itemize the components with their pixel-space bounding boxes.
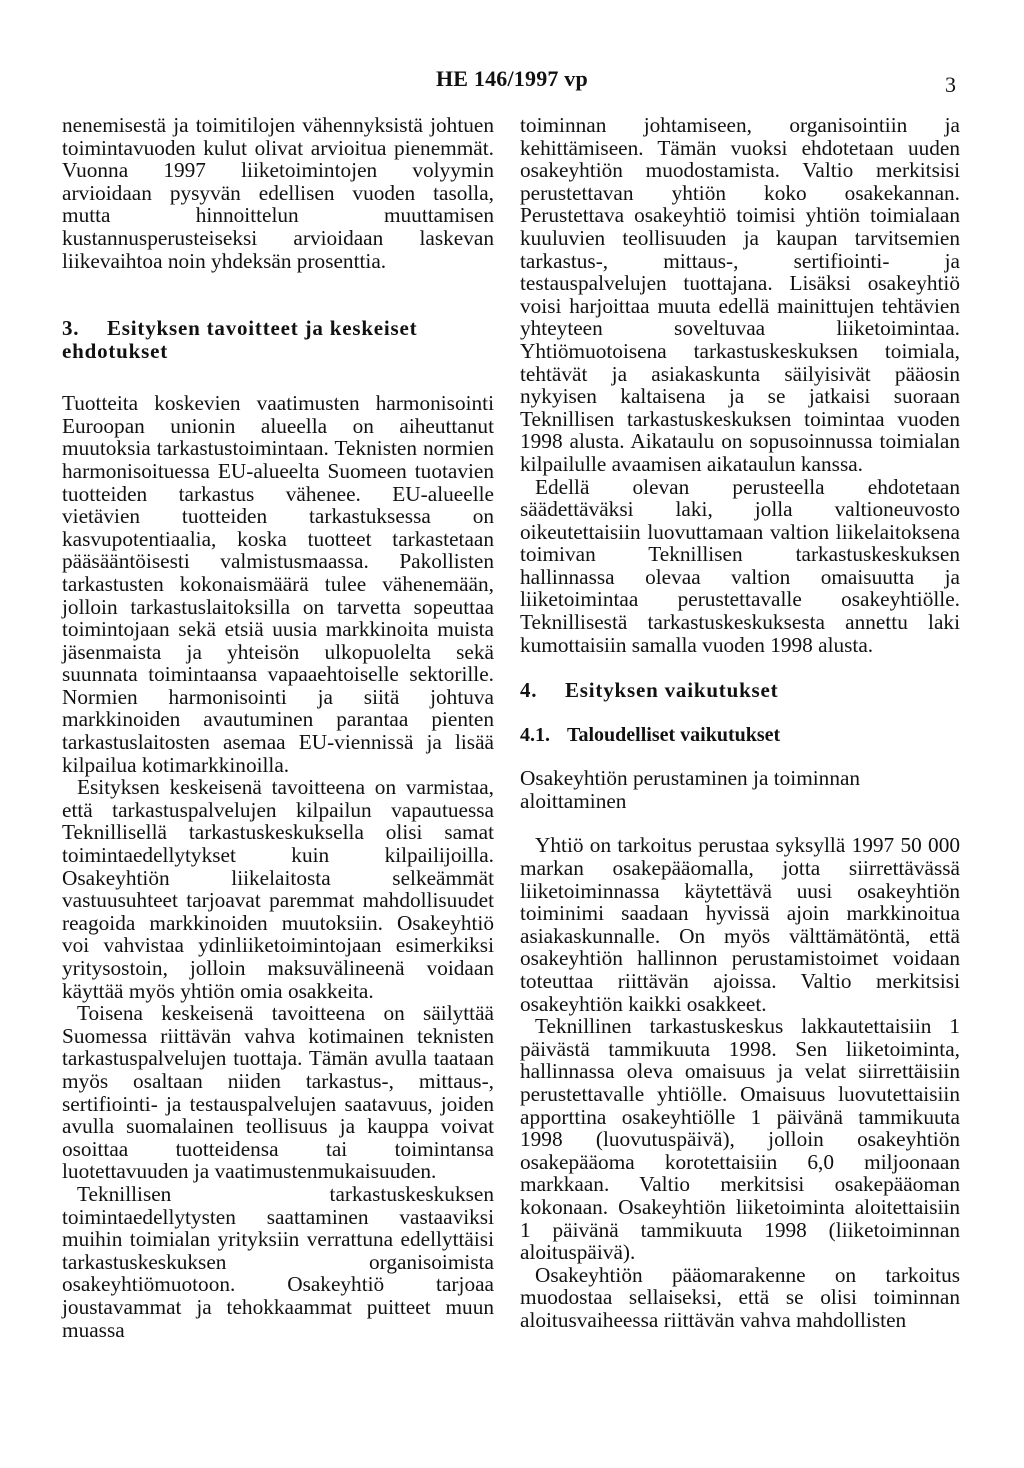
paragraph: Esityksen keskeisenä tavoitteena on varmistaa, että tarkastuspalvelujen kilpailun vapautuessa Teknillisellä tarkastuskeskuksella olisi samat toimintaedellytykset kuin kilpailijoilla. Osakeyhtiön liikelaitosta selkeämmät vastuusuhteet tarjoavat paremmat mahdollisuudet reagoida markkinoiden muutoksiin. Osakeyhtiö voi vahvistaa ydinliiketoimintojaan esimerkiksi yritysostoin, jolloin maksuvälineenä voidaan käyttää myös yhtiön omia osakkeita.	[62, 775, 494, 1003]
paragraph: Toisena keskeisenä tavoitteena on säilyttää Suomessa riittävän vahva kotimainen teknisten tarkastuspalvelujen tuottaja. Tämän avulla taataan myös osaltaan niiden tarkastus-, mittaus-, sertifiointi- ja testauspalvelujen saatavuus, joiden avulla suomalainen teollisuus ja kauppa voivat osoittaa tuotteidensa tai toimintansa luotettavuuden ja vaatimustenmukaisuuden.	[62, 1001, 494, 1184]
right-column	[520, 114, 960, 1332]
paragraph: Tuotteita koskevien vaatimusten harmonisointi Euroopan unionin alueella on aiheuttanut muutoksia tarkastustoimintaan. Teknisten normien harmonisoituessa EU-alueelta Suomeen tuotavien tuotteiden tarkastus vähenee. EU-alueelle vietävien tuotteiden tarkastuksessa on kasvupotentiaalia, koska tuotteet tarkastetaan pääsääntöisesti valmistusmaassa. Pakollisten tarkastusten kokonaismäärä tulee vähenemään, jolloin tarkastuslaitoksilla on tarvetta sopeuttaa toimintojaan sekä etsiä uusia markkinoita muista jäsenmaista ja yhteisön ulkopuolelta sekä suunnata toimintaansa vapaaehtoiselle sektorille. Normien harmonisointi ja siitä johtuva markkinoiden avautuminen parantaa pienten tarkastuslaitosten asemaa EU-viennissä ja lisää kilpailua kotimarkkinoilla.	[62, 391, 494, 777]
subheading: Osakeyhtiön perustaminen ja toiminnan aloittaminen	[520, 766, 861, 813]
paragraph: Teknillisen tarkastuskeskuksen toimintaedellytysten saattaminen vastaaviksi muihin toimialan yrityksiin verrattuna edellyttäisi tarkastuskeskuksen organisoimista osakeyhtiömuotoon. Osakeyhtiö tarjoaa joustavammat ja tehokkaammat puitteet muun muassa	[62, 1181, 494, 1342]
section-title: Taloudelliset vaikutukset	[567, 724, 781, 747]
paragraph: Yhtiö on tarkoitus perustaa syksyllä 1997 50 000 markan osakepääomalla, jotta siirrettävässä liiketoiminnassa käytettävä uusi osakeyhtiön toiminimi saadaan hyvissä ajoin markkinoitua asiakaskunnalle. On myös välttämätöntä, että osakeyhtiön hallinnon perustamistoimet voidaan toteuttaa riittävän ajoissa. Valtio merkitsisi osakeyhtiön kaikki osakkeet.	[520, 833, 960, 1016]
section-3-heading	[62, 317, 494, 363]
paragraph: toiminnan johtamiseen, organisointiin ja kehittämiseen. Tämän vuoksi ehdotetaan uuden osakeyhtiön muodostamista. Valtio merkitsisi perustettavan yhtiön koko osakekannan. Perustettava osakeyhtiö toimisi yhtiön toimialaan kuuluvien teollisuuden ja kaupan tarvitsemien tarkastus-, mittaus-, sertifiointi- ja testauspalvelujen tuottajana. Lisäksi osakeyhtiö voisi harjoittaa muuta edellä mainittujen tehtävien yhteyteen soveltuvaa liiketoimintaa. Yhtiömuotoisena tarkastuskeskuksen toimiala, tehtävät ja asiakaskunta säilyisivät pääosin nykyisen kaltaisena ja se jatkaisi suoraan Teknillisen tarkastuskeskuksen toimintaa vuoden 1998 alusta. Aikataulu on sopusoinnussa toimialan kilpailulle avaamisen aikataulun kanssa.	[520, 113, 960, 476]
section-number: 3.	[62, 316, 80, 341]
paragraph: Edellä olevan perusteella ehdotetaan säädettäväksi laki, jolla valtioneuvosto oikeutettaisiin luovuttamaan valtion liikelaitoksena toimivan Teknillisen tarkastuskeskuksen hallinnassa olevaa valtion omaisuutta ja liiketoimintaa perustettavalle osakeyhtiölle. Teknillisestä tarkastuskeskuksesta annettu laki kumottaisiin samalla vuoden 1998 alusta.	[520, 474, 960, 657]
page-header	[0, 66, 1024, 96]
section-number: 4.	[520, 678, 538, 703]
paragraph: Teknillinen tarkastuskeskus lakkautettaisiin 1 päivästä tammikuuta 1998. Sen liiketoiminta, hallinnassa oleva omaisuus ja velat siirrettäisiin perustettavalle yhtiölle. Omaisuus luovutettaisiin apporttina osakeyhtiölle 1 päivänä tammikuuta 1998 (luovutuspäivä), jolloin osakeyhtiön osakepääoma korotettaisiin 6,0 miljoonaan markkaan. Valtio merkitsisi osakepääoman kokonaan. Osakeyhtiön liiketoiminta aloitettaisiin 1 päivänä tammikuuta 1998 (liiketoiminnan aloituspäivä).	[520, 1014, 960, 1265]
paragraph: nenemisestä ja toimitilojen vähennyksistä johtuen toimintavuoden kulut olivat arvioitua pienemmät. Vuonna 1997 liiketoimintojen volyymin arvioidaan pysyvän edellisen vuoden tasolla, mutta hinnoittelun muuttamisen kustannusperusteiseksi arvioidaan laskevan liikevaihtoa noin yhdeksän prosenttia.	[62, 113, 494, 273]
section-4-1-heading	[520, 724, 960, 747]
section-4-heading	[520, 679, 960, 702]
section-number: 4.1.	[520, 724, 550, 747]
page-number: 3	[945, 72, 956, 97]
section-title: Esityksen vaikutukset	[565, 678, 779, 703]
left-column	[62, 114, 494, 1341]
document-reference: HE 146/1997 vp	[436, 66, 588, 91]
section-title: Esityksen tavoitteet ja keskeiset ehdotukset	[62, 316, 418, 364]
paragraph: Osakeyhtiön pääomarakenne on tarkoitus muodostaa sellaiseksi, että se olisi toiminnan aloitusvaiheessa riittävän vahva mahdollisten	[520, 1262, 960, 1332]
